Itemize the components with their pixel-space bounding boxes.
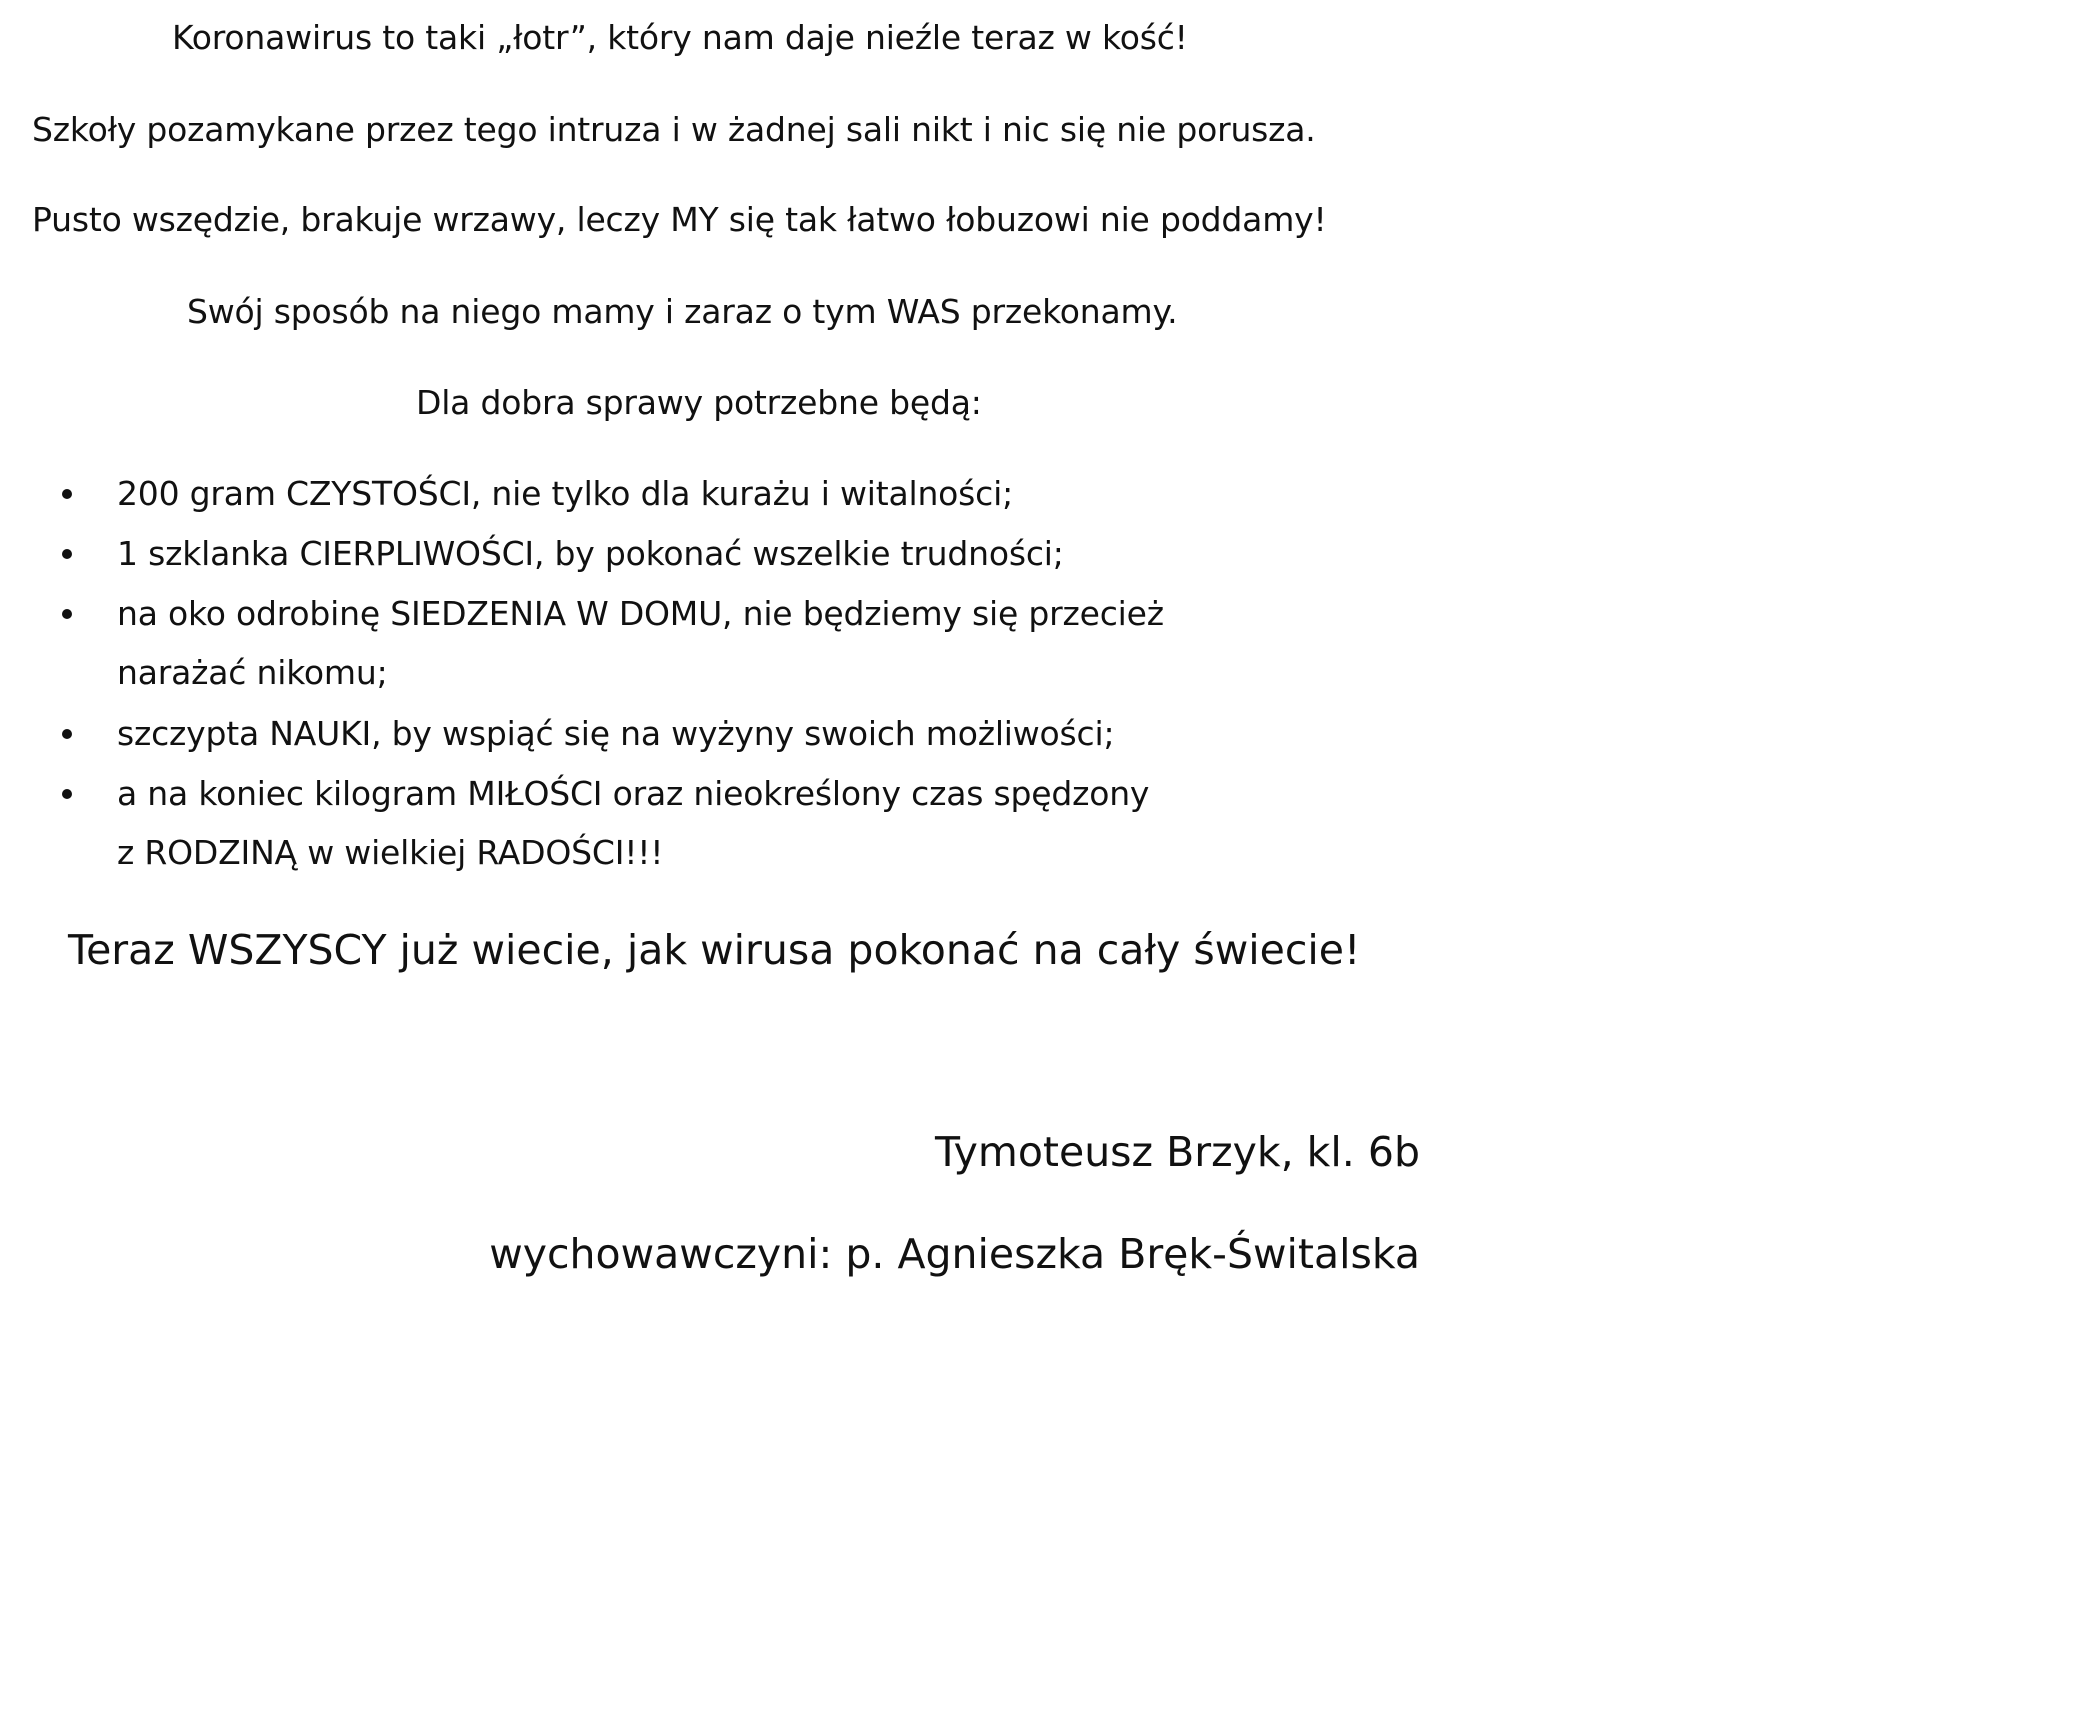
ingredient-text [117,464,1013,523]
intro-line-1: Koronawirus to taki „łotr”, który nam daje nieźle teraz w kość! [172,18,1188,57]
bullet-icon [62,609,72,619]
ingredient-line: z RODZINĄ w wielkiej RADOŚCI!!! [117,833,664,872]
ingredient-text [117,764,1149,882]
ingredients-heading: Dla dobra sprawy potrzebne będą: [416,383,982,422]
closing-line: Teraz WSZYSCY już wiecie, jak wirusa pokonać na cały świecie! [68,926,1361,974]
bullet-icon [62,789,72,799]
ingredient-text [117,524,1064,583]
ingredient-line: 200 gram CZYSTOŚCI, nie tylko dla kurażu i witalności; [117,474,1013,513]
intro-line-4: Swój sposób na niego mamy i zaraz o tym WAS przekonamy. [187,292,1178,331]
ingredient-text [117,584,1164,702]
ingredient-line: na oko odrobinę SIEDZENIA W DOMU, nie będziemy się przecież [117,594,1164,633]
bullet-icon [62,489,72,499]
bullet-icon [62,549,72,559]
teacher-signature: wychowawczyni: p. Agnieszka Bręk-Świtalska [489,1230,1420,1278]
bullet-icon [62,729,72,739]
intro-line-3: Pusto wszędzie, brakuje wrzawy, leczy MY się tak łatwo łobuzowi nie poddamy! [32,200,1327,239]
ingredient-line: 1 szklanka CIERPLIWOŚCI, by pokonać wszelkie trudności; [117,534,1064,573]
intro-line-2: Szkoły pozamykane przez tego intruza i w żadnej sali nikt i nic się nie porusza. [32,110,1316,149]
ingredient-text [117,704,1114,763]
ingredient-line: narażać nikomu; [117,653,388,692]
ingredient-line: a na koniec kilogram MIŁOŚCI oraz nieokreślony czas spędzony [117,774,1150,813]
author-signature: Tymoteusz Brzyk, kl. 6b [934,1128,1420,1176]
ingredient-line: szczypta NAUKI, by wspiąć się na wyżyny swoich możliwości; [117,714,1115,753]
